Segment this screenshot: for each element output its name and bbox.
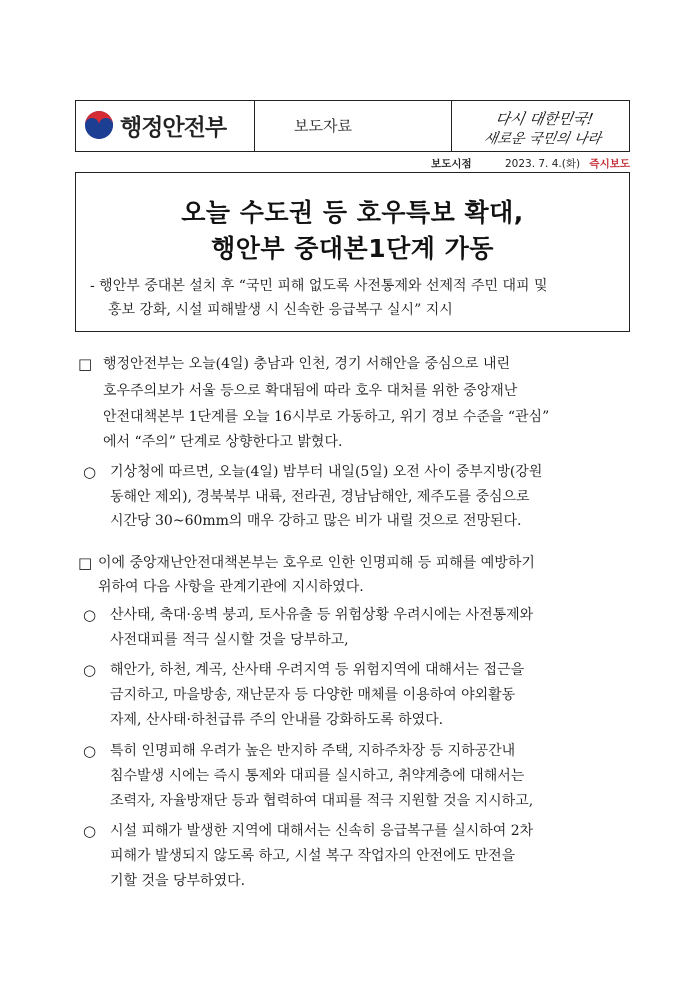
paragraph-line: 호우주의보가 서울 등으로 확대됨에 따라 호우 대처를 위한 중앙재난 [103,383,518,399]
paragraph-line: 침수발생 시에는 즉시 통제와 대피를 실시하고, 취약계층에 대해서는 [110,768,525,784]
taegeuk-emblem-icon [84,110,114,140]
paragraph-line: 금지하고, 마을방송, 재난문자 등 다양한 매체를 이용하여 야외활동 [110,687,516,703]
title-box [75,172,630,332]
release-status: 즉시보도 [589,158,630,170]
paragraph-line: 조력자, 자율방재단 등과 협력하여 대피를 적극 지원할 것을 지시하고, [110,793,534,809]
headline-line-2: 행안부 중대본1단계 가동 [211,234,494,263]
subheadline-line-1: - 행안부 중대본 설치 후 “국민 피해 없도록 사전통제와 선제적 주민 대피 및 [90,278,548,294]
slogan-signature [468,105,628,149]
header-box [75,100,630,152]
paragraph-line: 기할 것을 당부하였다. [110,873,246,889]
subheadline-line-2: 홍보 강화, 시설 피해발생 시 신속한 응급복구 실시” 지시 [108,302,453,318]
doc-type-label: 보도자료 [294,117,352,135]
headline-line-1: 오늘 수도권 등 호우특보 확대, [181,198,524,227]
paragraph-line: 위하여 다음 사항을 관계기관에 지시하였다. [98,579,364,595]
paragraph-line: 피해가 발생되지 않도록 하고, 시설 복구 작업자의 안전에도 만전을 [110,848,516,864]
svg-text:새로운 국민의 나라: 새로운 국민의 나라 [482,131,603,147]
circle-bullet-marker: ○ [83,822,97,840]
circle-bullet-marker: ○ [83,606,97,624]
paragraph-line: 자제, 산사태·하천급류 주의 안내를 강화하도록 하였다. [110,712,444,728]
circle-bullet-marker: ○ [83,742,97,760]
paragraph-line: 해안가, 하천, 계곡, 산사태 우려지역 등 위험지역에 대해서는 접근을 [110,662,525,678]
release-date: 2023. 7. 4.(화) [504,158,581,170]
paragraph-line: 산사태, 축대·옹벽 붕괴, 토사유출 등 위험상황 우려시에는 사전통제와 [110,607,534,623]
square-bullet-marker: □ [78,554,93,572]
release-label: 보도시점 [431,158,472,170]
paragraph-line: 안전대책본부 1단계를 오늘 16시부로 가동하고, 위기 경보 수준을 “관심” [103,409,550,425]
circle-bullet-marker: ○ [83,463,97,481]
paragraph-line: 이에 중앙재난안전대책본부는 호우로 인한 인명피해 등 피해를 예방하기 [98,555,535,571]
release-info [0,156,630,171]
paragraph-line: 기상청에 따르면, 오늘(4일) 밤부터 내일(5일) 오전 사이 중부지방(강원 [110,464,543,480]
paragraph-line: 에서 “주의” 단계로 상향한다고 밝혔다. [103,434,343,450]
paragraph-line: 시간당 30~60mm의 매우 강하고 많은 비가 내릴 것으로 전망된다. [110,513,522,529]
paragraph-line: 사전대피를 적극 실시할 것을 당부하고, [110,632,349,648]
svg-text:다시 대한민국!: 다시 대한민국! [493,110,595,128]
circle-bullet-marker: ○ [83,661,97,679]
header-divider [451,101,452,151]
header-divider [254,101,255,151]
paragraph-line: 특히 인명피해 우려가 높은 반지하 주택, 지하주차장 등 지하공간내 [110,743,516,759]
paragraph-line: 행정안전부는 오늘(4일) 충남과 인천, 경기 서해안을 중심으로 내린 [103,356,511,372]
paragraph-line: 동해안 제외), 경북북부 내륙, 전라권, 경남남해안, 제주도를 중심으로 [110,489,530,505]
square-bullet-marker: □ [78,355,93,373]
paragraph-line: 시설 피해가 발생한 지역에 대해서는 신속히 응급복구를 실시하여 2차 [110,823,534,839]
org-name: 행정안전부 [120,115,227,141]
